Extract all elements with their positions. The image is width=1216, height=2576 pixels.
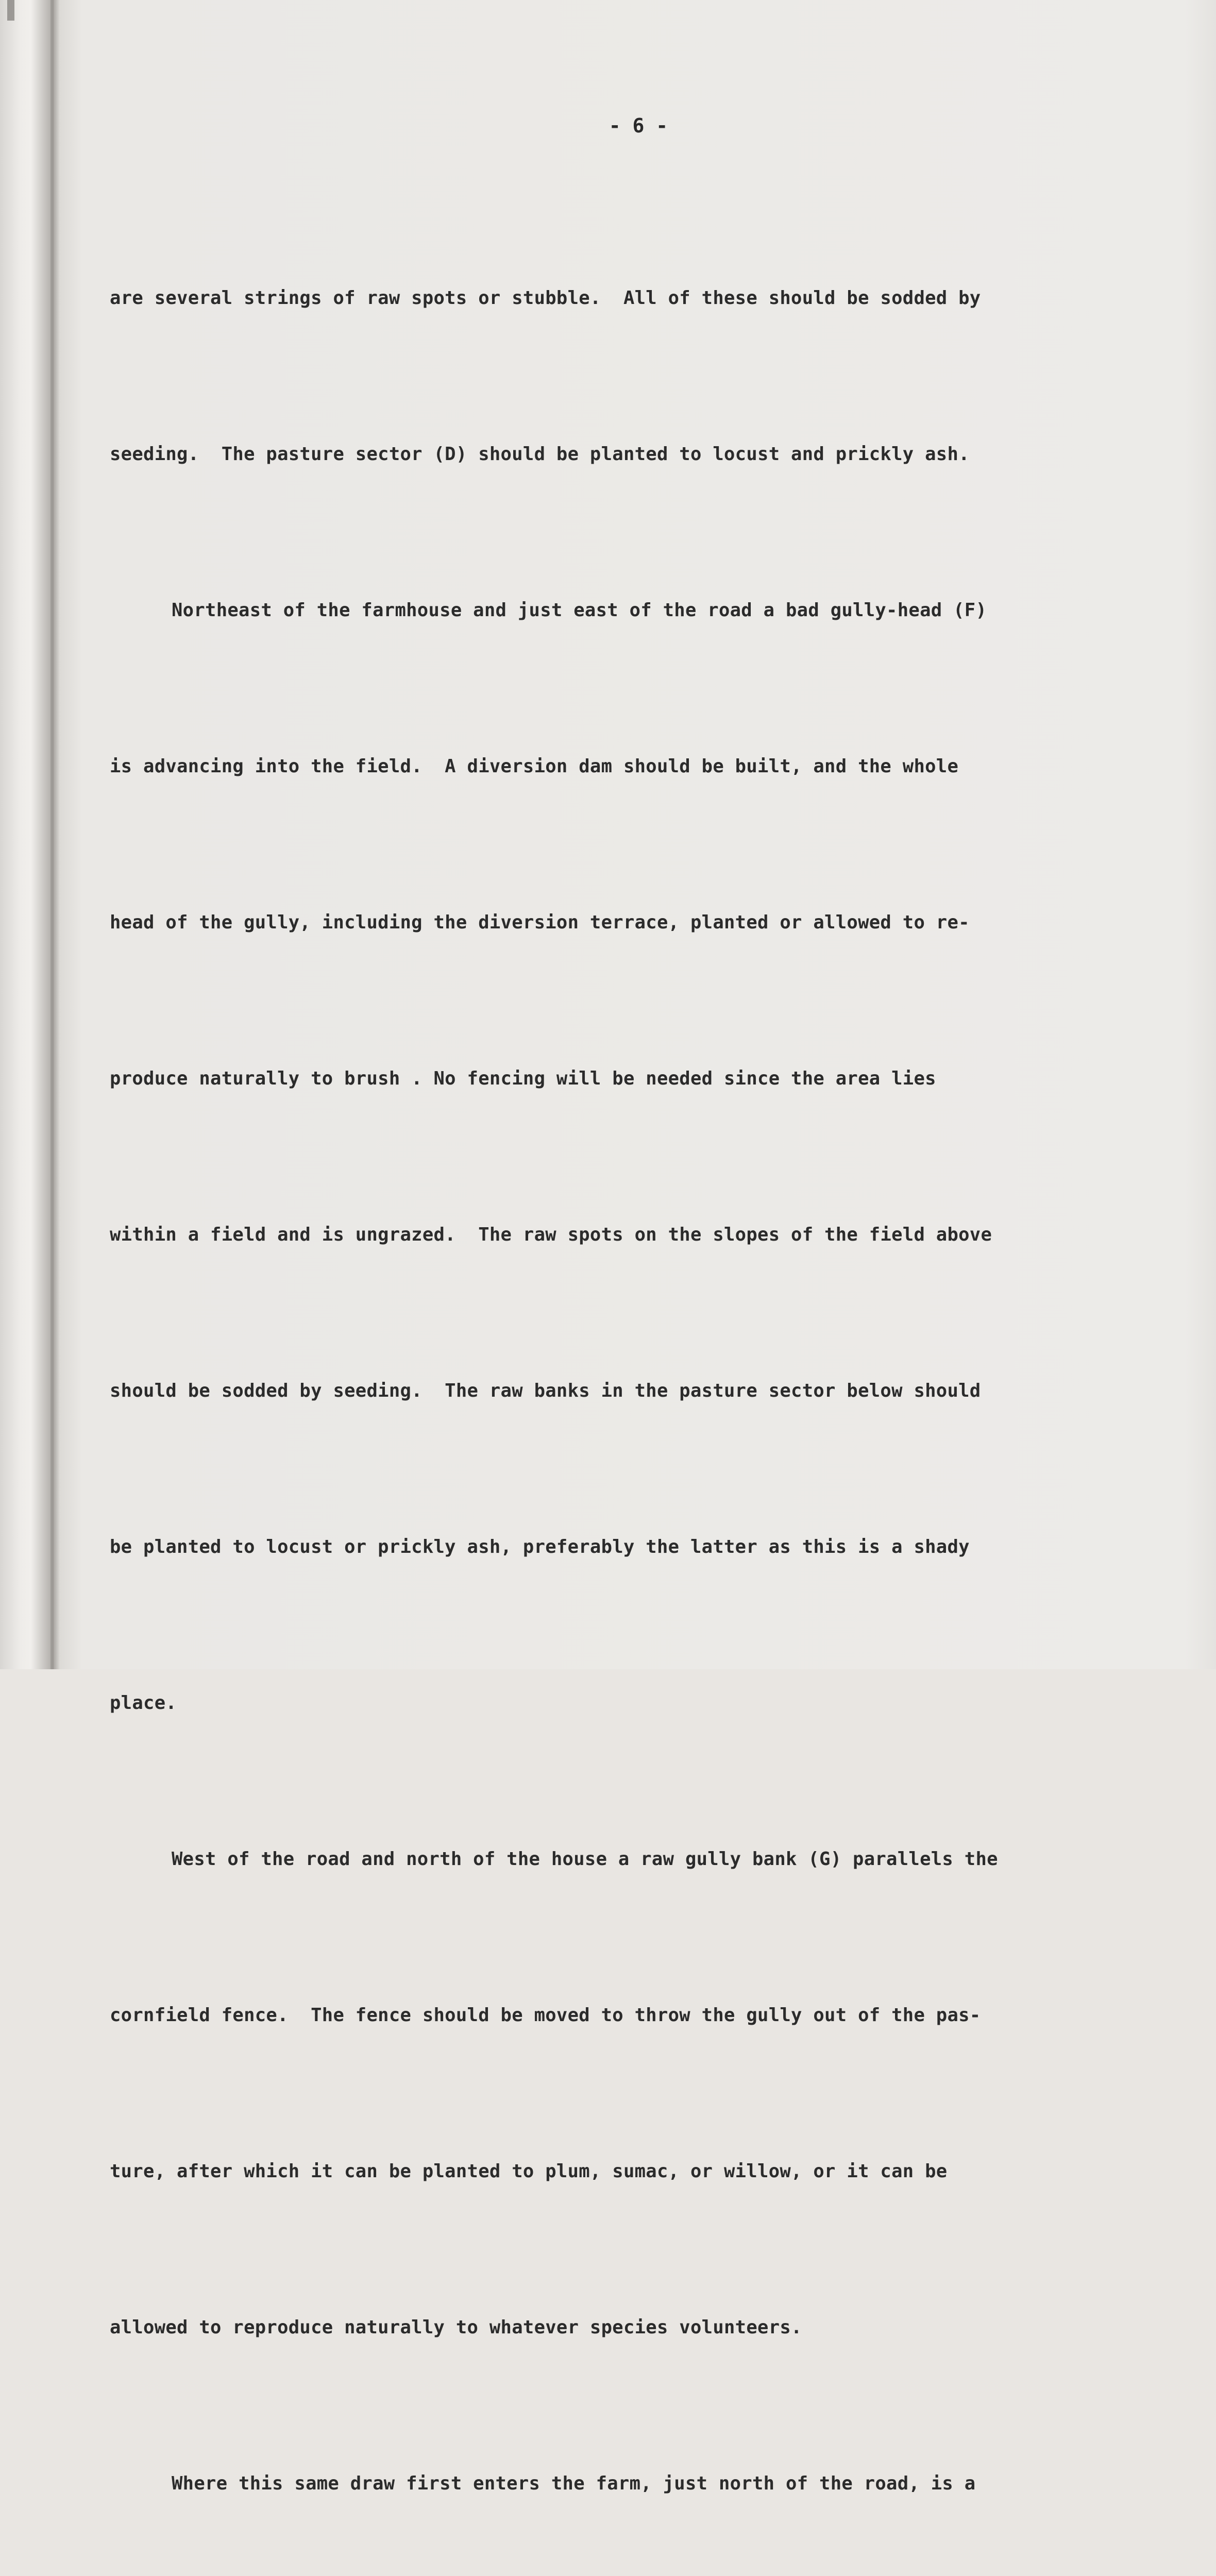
- binding-mark: [7, 0, 14, 21]
- body-text: [110, 168, 1197, 2576]
- text-line: allowed to reproduce naturally to whatever species volunteers.: [110, 2317, 802, 2338]
- text-line: produce naturally to brush . No fencing will be needed since the area lies: [110, 1068, 936, 1089]
- text-line: West of the road and north of the house a raw gully bank (G) parallels the: [172, 1849, 998, 1870]
- text-line: place.: [110, 1692, 177, 1714]
- text-line: seeding. The pasture sector (D) should be planted to locust and prickly ash.: [110, 444, 970, 465]
- text-line: is advancing into the field. A diversion dam should be built, and the whole: [110, 756, 959, 777]
- text-line: Northeast of the farmhouse and just east of the road a bad gully-head (F): [172, 600, 987, 621]
- text-line: within a field and is ungrazed. The raw spots on the slopes of the field above: [110, 1224, 992, 1245]
- page-number: - 6 -: [609, 114, 668, 137]
- text-line: are several strings of raw spots or stubble. All of these should be sodded by: [110, 287, 981, 309]
- text-line: cornfield fence. The fence should be moved to throw the gully out of the pas-: [110, 2005, 981, 2026]
- typewritten-page: [61, 0, 1216, 2494]
- text-line: head of the gully, including the diversion terrace, planted or allowed to re-: [110, 912, 970, 933]
- text-line: be planted to locust or prickly ash, preferably the latter as this is a shady: [110, 1536, 970, 1557]
- text-line: should be sodded by seeding. The raw banks in the pasture sector below should: [110, 1380, 981, 1401]
- text-line: Where this same draw first enters the farm, just north of the road, is a: [172, 2473, 976, 2494]
- text-line: ture, after which it can be planted to plum, sumac, or willow, or it can be: [110, 2161, 948, 2182]
- page-fold-edge: [50, 0, 54, 1669]
